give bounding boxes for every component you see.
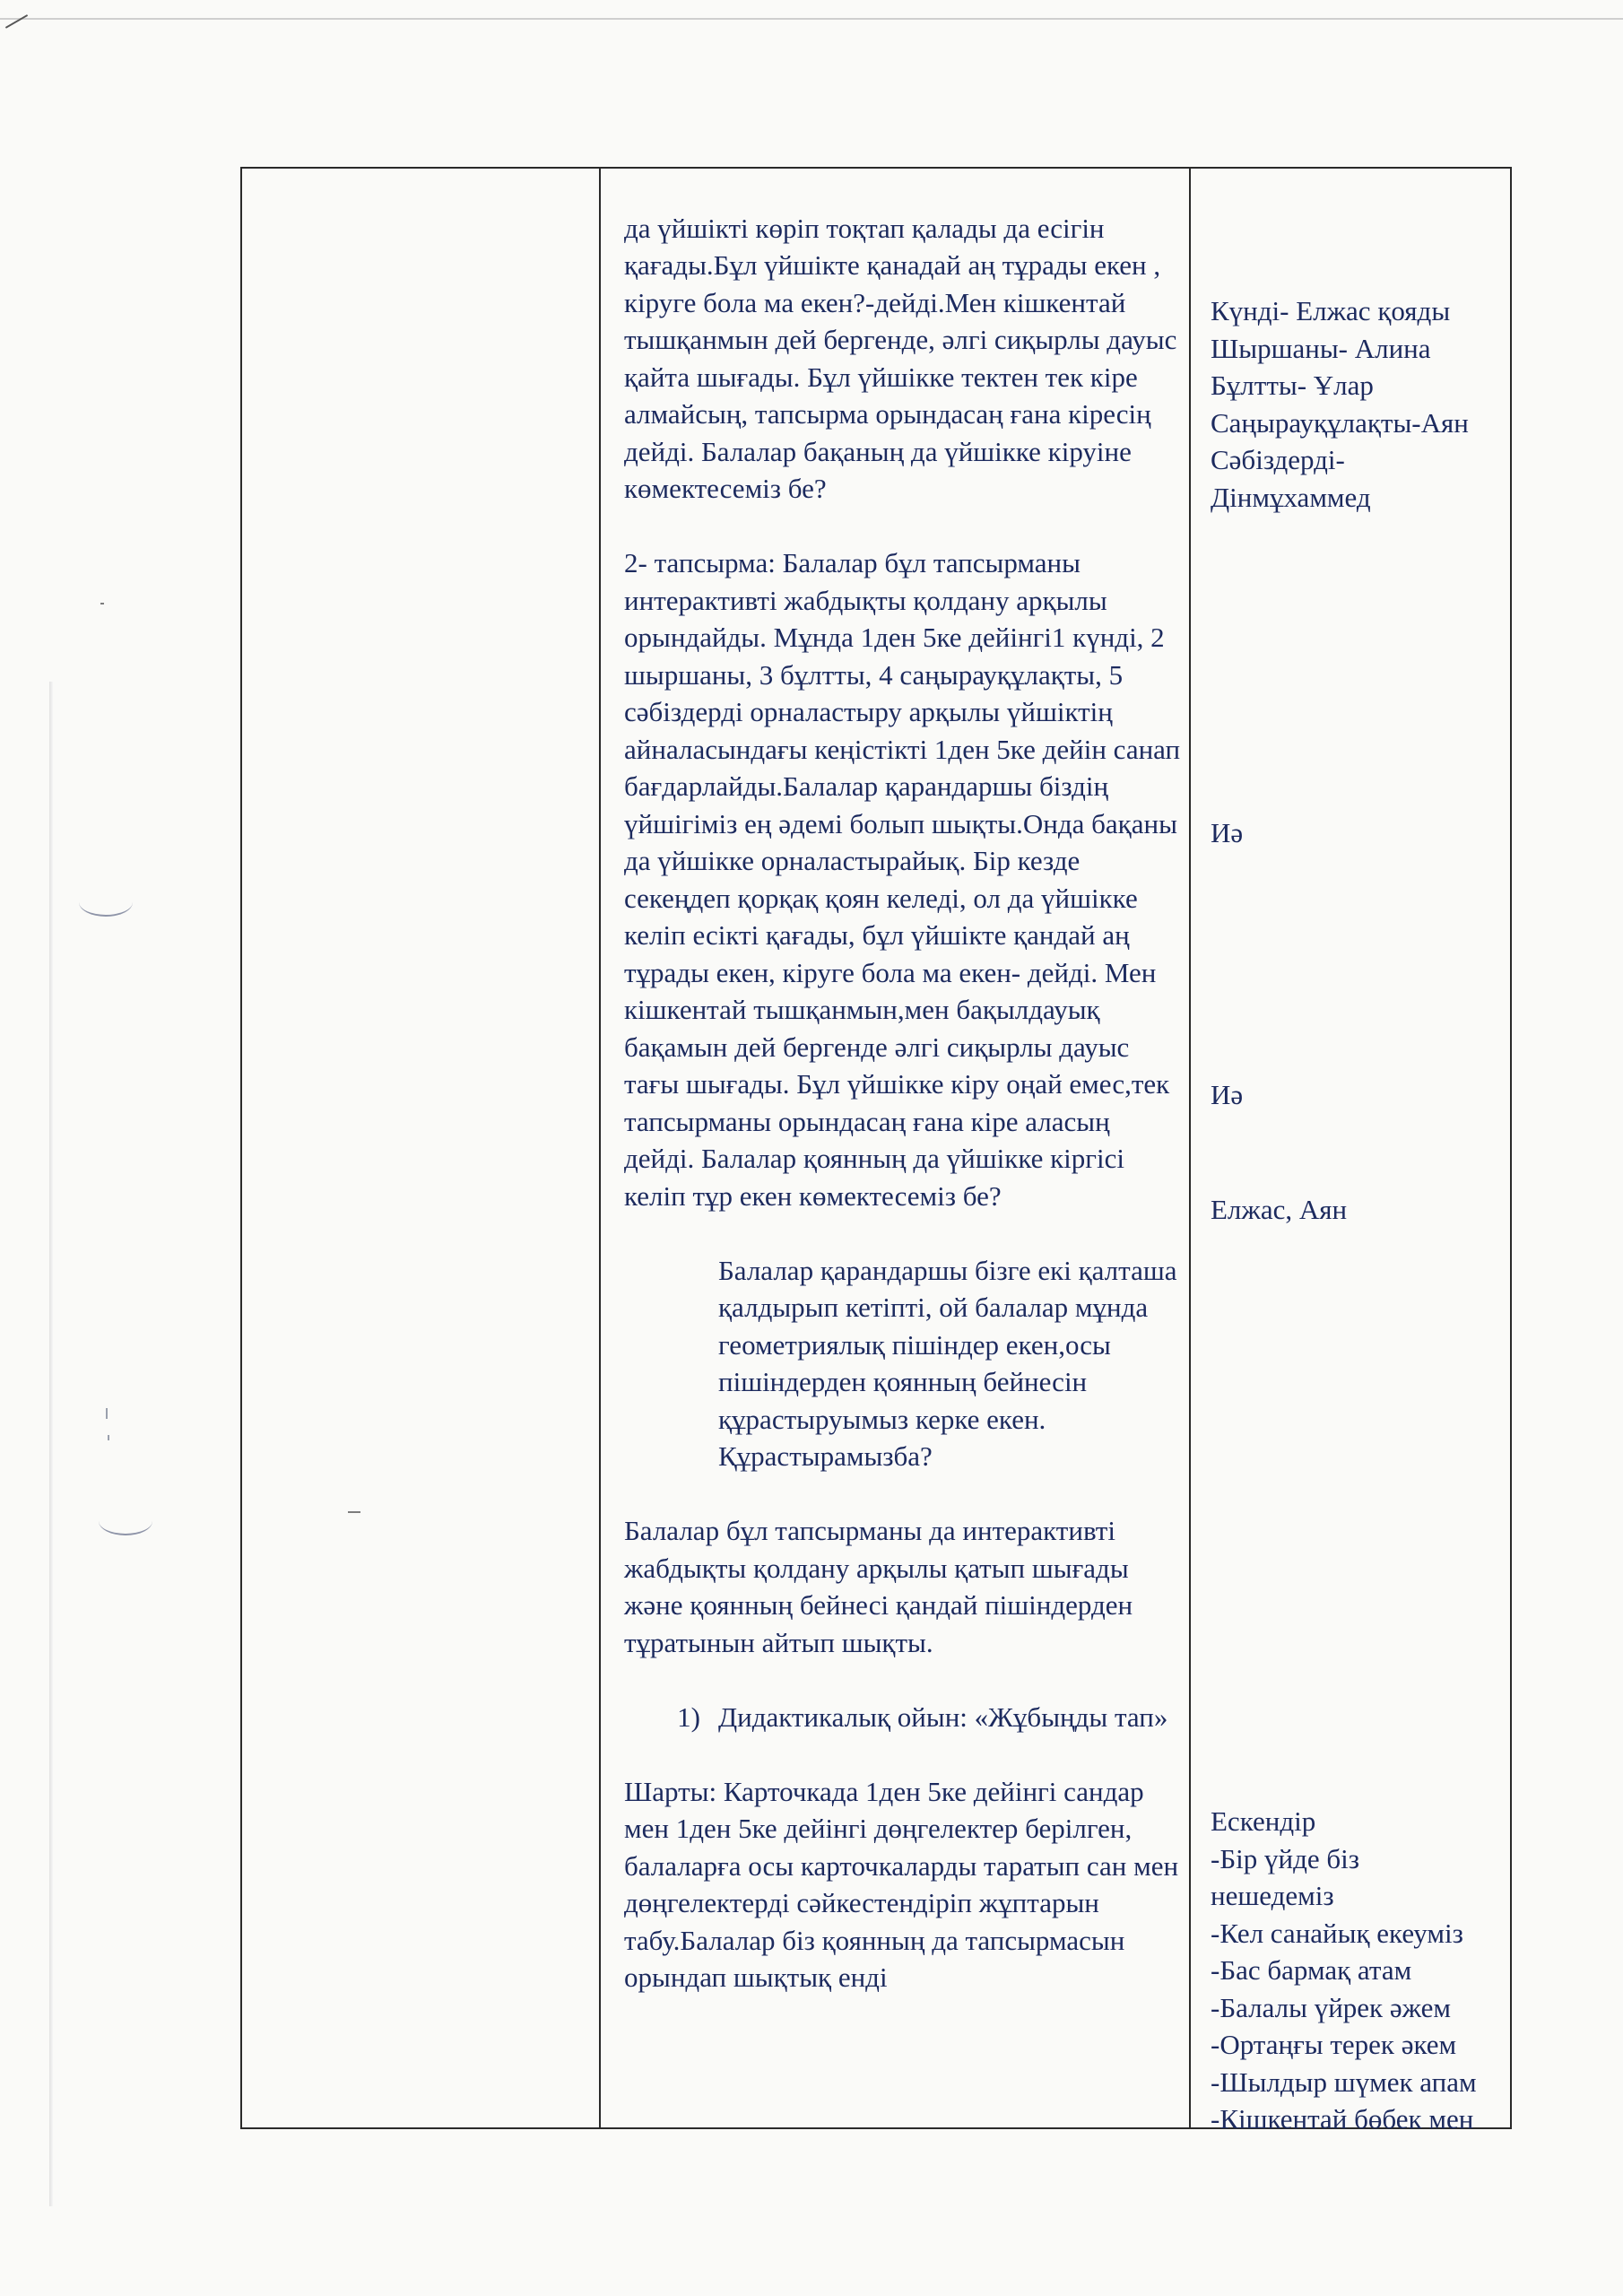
answer-line: Иә: [1211, 817, 1244, 848]
scan-speck: [108, 1435, 109, 1440]
answer-line: Елжас, Аян: [1211, 1194, 1348, 1225]
answer-line: Иә: [1211, 1079, 1244, 1110]
rhyme-line: -Бас бармақ атам: [1211, 1954, 1412, 1986]
lesson-table: [240, 167, 1512, 2135]
answer-text: [1211, 1191, 1506, 1229]
rhyme-block: [1211, 1803, 1506, 2138]
answer-text: [1211, 814, 1506, 852]
indented-paragraph: Балалар қарандаршы бізге екі қалташа қалдырып кетіпті, ой балалар мұнда геометриялық пішіндер екен,осы пішіндерден қоянның бейнесін құрастыруымыз керке екен. Құрастырамызба?: [718, 1254, 1177, 1472]
rhyme-line: -Бір үйде біз: [1211, 1842, 1359, 1874]
task-2-paragraph: 2- тапсырма: Балалар бұл тапсырманы интерактивті жабдықты қолдану арқылы орындайды. Мұнда 1ден 5ке дейінгі1 күнді, 2 шыршаны, 3 бұлтты, 4 саңырауқұлақты, 5 сәбіздерді орналастыру арқылы үйшіктің айналасындағы кеңістікті 1ден 5ке дейін санап бағдарлайды.Балалар қарандаршы біздің үйшігіміз ең әдемі болып шықты.Онда бақаны да үйшікке орналастырайық. Бір кезде секеңдеп қорқақ қоян келеді, ол да үйшікке келіп есікті қағады, бұл үйшікте қандай аң тұрады екен, кіруге бола ма екен- дейді. Мен кішкентай тышқанмын,мен бақылдауық бақамын дей бергенде әлгі сиқырлы дауыс тағы шығады. Бұл үйшікке кіру оңай емес,тек тапсырманы орындасаң ғана кіре аласың дейді. Балалар қоянның да үйшікке кіргісі келіп тұр екен көмектесеміз бе?: [624, 547, 1181, 1212]
rhyme-line: -Балалы үйрек әжем: [1211, 1991, 1452, 2023]
scan-edge-shadow: [49, 682, 53, 2206]
names-line: Шыршаны- Алина: [1211, 332, 1431, 364]
names-line: Сәбіздерді-: [1211, 444, 1345, 475]
names-line: Саңырауқұлақты-Аян: [1211, 406, 1469, 439]
game-title: Дидактикалық ойын: «Жұбыңды тап»: [718, 1700, 1168, 1733]
numbered-item: [624, 1699, 1185, 1736]
rhyme-line: -Шылдыр шүмек апам: [1211, 2066, 1477, 2098]
rhyme-line: нешедеміз: [1211, 1880, 1334, 1911]
column-divider: [599, 169, 601, 2127]
names-line: Дінмұхаммед: [1211, 481, 1371, 513]
scan-speck: [100, 603, 104, 604]
scan-top-line: [0, 18, 1623, 20]
punch-hole: [99, 1507, 152, 1535]
rhyme-line: -Кел санайық екеуміз: [1211, 1917, 1463, 1949]
game-rules-paragraph: Шарты: Карточкада 1ден 5ке дейінгі сандар мен 1ден 5ке дейінгі дөңгелектер берілген, балаларға осы карточкаларды таратып сан мен дөңгелектерді сәйкестендіріп жұптарын табу.Балалар біз қоянның да тапсырмасын орындап шықтық енді: [624, 1775, 1179, 1993]
names-line: Күнді- Елжас қояды: [1211, 295, 1451, 326]
rhyme-line: -Ортаңғы терек әкем: [1211, 2029, 1457, 2060]
scan-speck: [106, 1408, 108, 1419]
item-number: 1): [677, 1700, 700, 1733]
punch-hole: [79, 888, 133, 917]
activity-paragraph: да үйшікті көріп тоқтап қалады да есігін қағады.Бұл үйшікте қанадай аң тұрады екен , кіруге бола ма екен?-дейді.Мен кішкентай тышқанмын дей бергенде, әлгі сиқырлы дауыс қайта шығады. Бұл үйшікке тектен тек кіре алмайсың, тапсырма орындасаң ғана кіресің дейді. Балалар бақаның да үйшікке кіруіне көмектесеміз бе?: [624, 212, 1177, 504]
column-divider: [1189, 169, 1191, 2127]
answer-text: [1211, 1076, 1506, 1114]
names-block: [1211, 292, 1506, 516]
names-line: Бұлтты- Ұлар: [1211, 370, 1374, 401]
rhyme-line: Ескендір: [1211, 1805, 1316, 1837]
activity-column: [624, 172, 1185, 2033]
rhyme-line: -Кішкентай бөбек мен: [1211, 2103, 1474, 2135]
activity-paragraph: Балалар бұл тапсырманы да интерактивті жабдықты қолдану арқылы қатып шығады және қоянның бейнесі қандай пішіндерден тұратынын айтып шықты.: [624, 1515, 1133, 1658]
